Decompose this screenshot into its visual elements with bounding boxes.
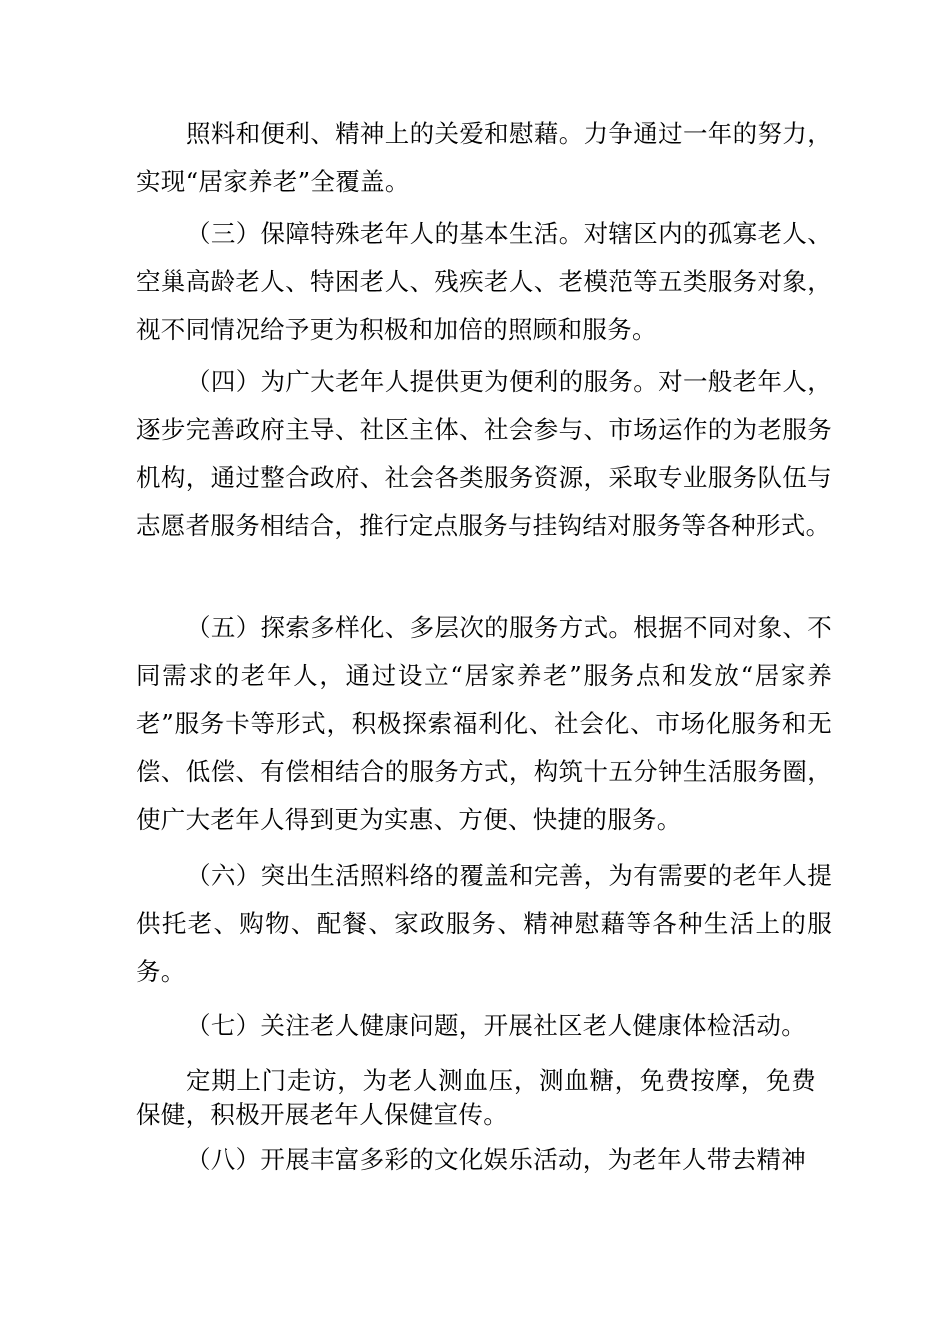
paragraph-convenient-service: （四）为广大老年人提供更为便利的服务。对一般老年人，逐步完善政府主导、社区主体、社会参与、市场运作的为老服务机构，通过整合政府、社会各类服务资源，采取专业服务队伍与志愿者服务相结合，推行定点服务与挂钩结对服务等各种形式。 — [136, 367, 832, 540]
paragraph-health-check: （七）关注老人健康问题，开展社区老人健康体检活动。 — [186, 1011, 806, 1040]
paragraph-service-methods: （五）探索多样化、多层次的服务方式。根据不同对象、不同需求的老年人，通过设立“居家养老”服务点和发放“居家养老”服务卡等形式，积极探索福利化、社会化、市场化服务和无偿、低偿、有偿相结合的服务方式，构筑十五分钟生活服务圈，使广大老年人得到更为实惠、方便、快捷的服务。 — [136, 613, 832, 834]
paragraph-cultural-activities: （八）开展丰富多彩的文化娱乐活动，为老年人带去精神 — [186, 1145, 806, 1174]
paragraph-life-care: （六）突出生活照料络的覆盖和完善，为有需要的老年人提供托老、购物、配餐、家政服务、精神慰藉等各种生活上的服务。 — [136, 861, 832, 986]
paragraph-special-elderly: （三）保障特殊老年人的基本生活。对辖区内的孤寡老人、空巢高龄老人、特困老人、残疾老人、老模范等五类服务对象，视不同情况给予更为积极和加倍的照顾和服务。 — [136, 219, 832, 344]
paragraph-home-visits: 定期上门走访，为老人测血压，测血糖，免费按摩，免费保健，积极开展老年人保健宣传。 — [136, 1066, 816, 1129]
paragraph-care-coverage: 照料和便利、精神上的关爱和慰藉。力争通过一年的努力，实现“居家养老”全覆盖。 — [136, 119, 832, 196]
